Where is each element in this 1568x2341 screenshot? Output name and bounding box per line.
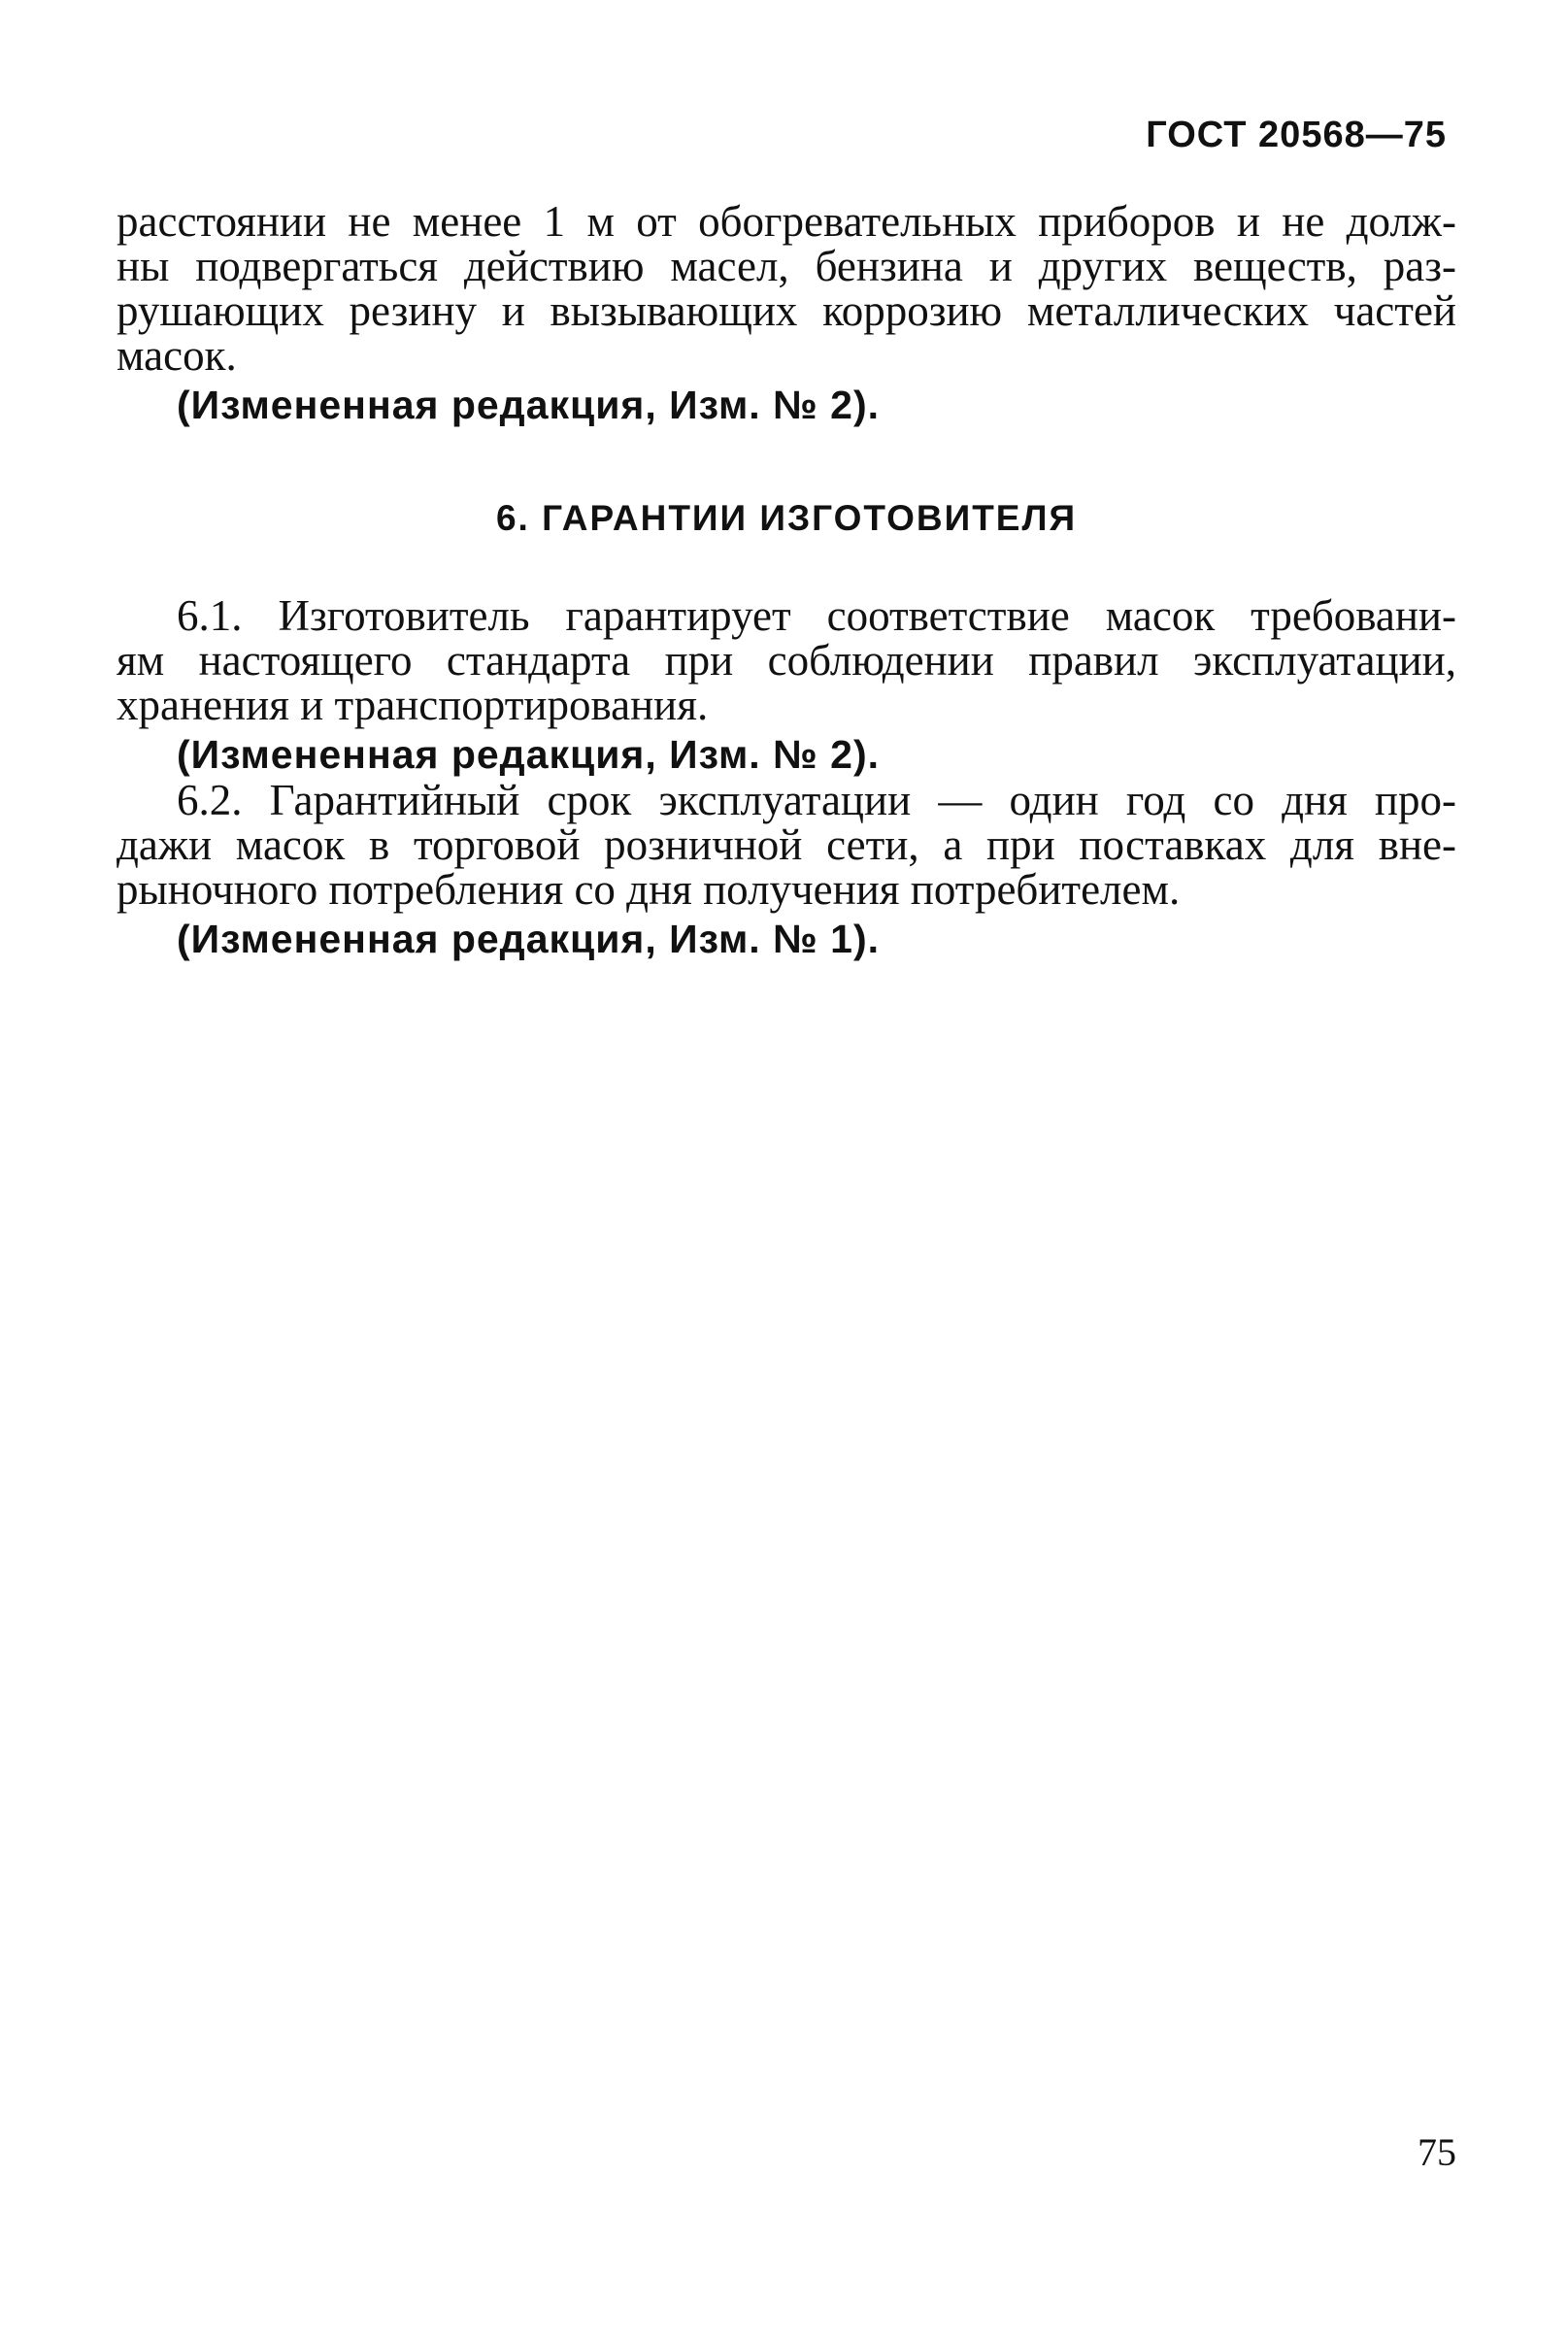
clause-6-1-line-2: ям настоящего стандарта при соблюдении правил эксплуатации,: [117, 636, 1456, 685]
clause-6-1: [117, 593, 1456, 727]
clause-6-1-line-1: 6.1. Изготовитель гарантирует соответствие масок требовани-: [177, 591, 1456, 640]
clause-6-1-line-3: хранения и транспортирования.: [117, 681, 709, 729]
clause-6-2-line-3: рыночного потребления со дня получения потребителем.: [117, 865, 1181, 914]
clause-6-2: [117, 778, 1456, 912]
clause-6-2-line-1: 6.2. Гарантийный срок эксплуатации — один год со дня про-: [177, 776, 1456, 824]
clause-6-2-revision-note: (Измененная редакция, Изм. № 1).: [177, 917, 881, 961]
intro-paragraph: [117, 199, 1456, 378]
clause-6-2-line-2: дажи масок в торговой розничной сети, а при поставках для вне-: [117, 820, 1456, 869]
intro-line-2: ны подвергаться действию масел, бензина и других веществ, раз-: [117, 242, 1456, 290]
intro-line-1: расстоянии не менее 1 м от обогревательных приборов и не долж-: [117, 197, 1456, 246]
page-content: [117, 199, 1456, 962]
page-number: 75: [1418, 2130, 1456, 2174]
intro-line-4: масок.: [117, 331, 237, 380]
section-title: 6. ГАРАНТИИ ИЗГОТОВИТЕЛЯ: [495, 498, 1078, 538]
intro-revision-note: (Измененная редакция, Изм. № 2).: [177, 383, 881, 427]
clause-6-1-revision-note: (Измененная редакция, Изм. № 2).: [177, 732, 881, 777]
intro-line-3: рушающих резину и вызывающих коррозию металлических частей: [117, 286, 1456, 335]
standard-code: ГОСТ 20568—75: [1146, 115, 1447, 155]
